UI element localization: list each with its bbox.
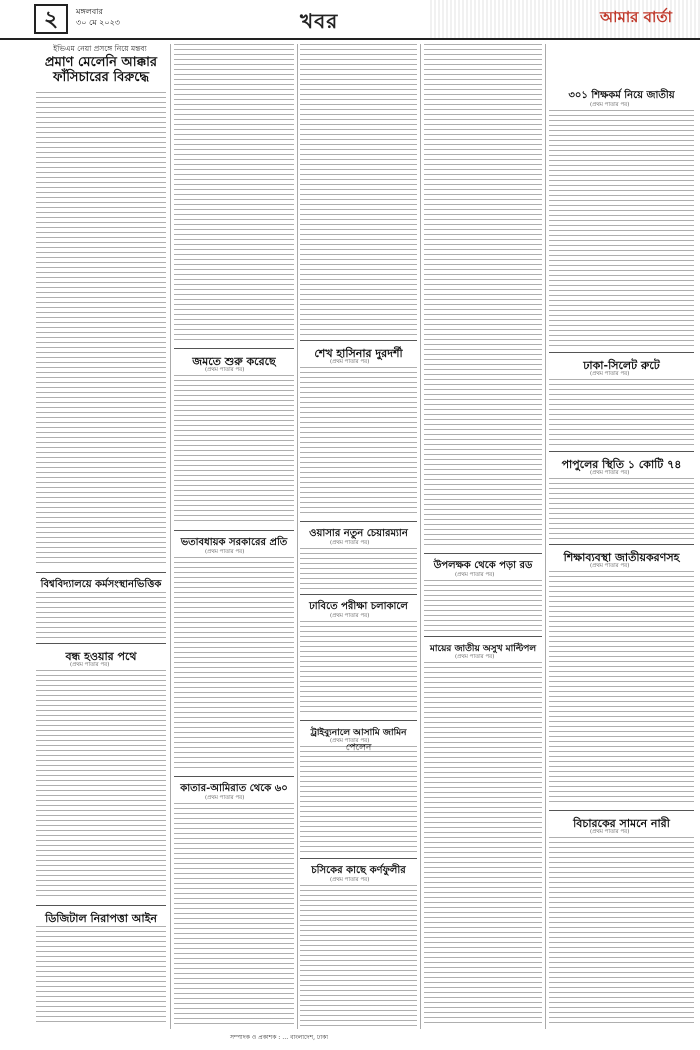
article-divider [300, 720, 417, 721]
column-divider [420, 44, 421, 1029]
article-divider [549, 451, 694, 452]
article-body [300, 885, 417, 1026]
column-divider [170, 44, 171, 1029]
article-divider [424, 636, 542, 637]
column-divider [297, 44, 298, 1029]
section-title: খবর [300, 9, 339, 33]
article-headline: পাপুলের স্থিতি ১ কোটি ৭৪ [561, 458, 682, 471]
article-body [300, 367, 417, 517]
article-body [36, 92, 166, 567]
continuation-note: (প্রথম পাতার পর) [590, 563, 630, 569]
issue-date-text: ৩০ মে ২০২৩ [76, 18, 120, 27]
continuation-note: (প্রথম পাতার পর) [455, 654, 495, 660]
headline-line: প্রমাণ মেলেনি আক্কার [44, 55, 158, 70]
article-body [549, 571, 694, 806]
article-headline: কাতার-আমিরাত থেকে ৬০ [180, 783, 288, 794]
continuation-note: (প্রথম পাতার পর) [330, 738, 370, 744]
imprint-line: সম্পাদক ও প্রকাশক : … বাংলাদেশ, ঢাকা [230, 1034, 329, 1041]
article-divider [36, 643, 166, 644]
article-body [300, 44, 417, 336]
article-headline: ট্রাইব্যুনালে আসামি জামিন [310, 728, 407, 738]
article-divider [36, 905, 166, 906]
article-body [424, 580, 542, 632]
continuation-note: (প্রথম পাতার পর) [590, 102, 630, 108]
continuation-note: (প্রথম পাতার পর) [70, 662, 110, 668]
article-divider [300, 594, 417, 595]
brand-logo: আমার বার্তা [600, 8, 672, 26]
continuation-note: (প্রথম পাতার পর) [590, 470, 630, 476]
article-divider [174, 530, 294, 531]
article-headline: বিচারকের সামনে নারী [573, 817, 670, 830]
article-headline: শিক্ষাব্যবস্থা জাতীয়করণসহ [563, 551, 680, 564]
article-body [36, 592, 166, 638]
column-divider [545, 44, 546, 1029]
article-headline: ঢাকা-সিলেট রুটে [583, 359, 660, 372]
article-headline: বিশ্ববিদ্যালয়ে কর্মসংস্থানভিত্তিক [40, 579, 162, 590]
article-body [424, 44, 542, 549]
article-divider [300, 340, 417, 341]
issue-day: মঙ্গলবার [76, 7, 103, 16]
article-divider [424, 553, 542, 554]
article-body [300, 746, 417, 854]
article-divider [549, 810, 694, 811]
article-divider [174, 348, 294, 349]
issue-date [76, 6, 120, 28]
article-headline: মায়ের জাতীয় অসুখ মাল্টিপল [429, 644, 537, 654]
article-headline: জমতে শুরু করেছে [192, 355, 276, 368]
continuation-note: (প্রথম পাতার পর) [590, 371, 630, 377]
article-headline: বন্ধ হওয়ার পথে [65, 650, 137, 663]
article-body [174, 557, 294, 772]
article-headline: ভতাবধায়ক সরকারের প্রতি [180, 537, 288, 548]
article-body [36, 670, 166, 900]
article-headline: ডিজিটাল নিরাপত্তা আইন [45, 912, 157, 925]
article-headline: শেখ হাসিনার দুরদর্শী [314, 347, 403, 360]
continuation-note: (প্রথম পাতার পর) [205, 367, 245, 373]
article-divider [36, 572, 166, 573]
article-body [549, 837, 694, 1026]
article-body [300, 621, 417, 716]
continuation-note: (প্রথম পাতার পর) [205, 795, 245, 801]
article-divider [300, 521, 417, 522]
continuation-note: (প্রথম পাতার পর) [590, 829, 630, 835]
article-headline: ৩০১ শিক্ষকর্ম নিয়ে জাতীয় [568, 90, 675, 101]
headline-line: ফাঁসিচারের বিরুদ্ধে [52, 70, 150, 85]
continuation-note: (প্রথম পাতার পর) [330, 540, 370, 546]
article-headline: ঢাবিতে পরীক্ষা চলাকালে [309, 601, 408, 612]
article-divider [300, 858, 417, 859]
page-header [0, 0, 700, 40]
article-body [174, 375, 294, 525]
continuation-note: (প্রথম পাতার পর) [330, 613, 370, 619]
article-headline: উপলক্ষক থেকে পড়া রড [433, 560, 533, 571]
article-body [549, 478, 694, 540]
article-body [36, 926, 166, 1026]
article-body [424, 662, 542, 1026]
article-body [174, 803, 294, 1026]
article-kicker: ইভিএম নেয়া প্রসঙ্গে নিয়ে মন্তব্য [53, 44, 147, 53]
article-divider [549, 352, 694, 353]
article-body [174, 44, 294, 344]
continuation-note: (প্রথম পাতার পর) [455, 572, 495, 578]
continuation-note: (প্রথম পাতার পর) [330, 877, 370, 883]
continuation-note: (প্রথম পাতার পর) [205, 549, 245, 555]
article-headline [36, 55, 166, 85]
article-headline: ওয়াসার নতুন চেয়ারম্যান [309, 528, 408, 539]
article-body [549, 110, 694, 348]
article-body [549, 379, 694, 447]
continuation-note: (প্রথম পাতার পর) [330, 359, 370, 365]
page-number: ২ [34, 4, 68, 34]
article-body [300, 548, 417, 590]
article-divider [549, 544, 694, 545]
article-headline: চসিকের কাছে কর্ণফুলীর [311, 865, 406, 876]
article-divider [174, 776, 294, 777]
